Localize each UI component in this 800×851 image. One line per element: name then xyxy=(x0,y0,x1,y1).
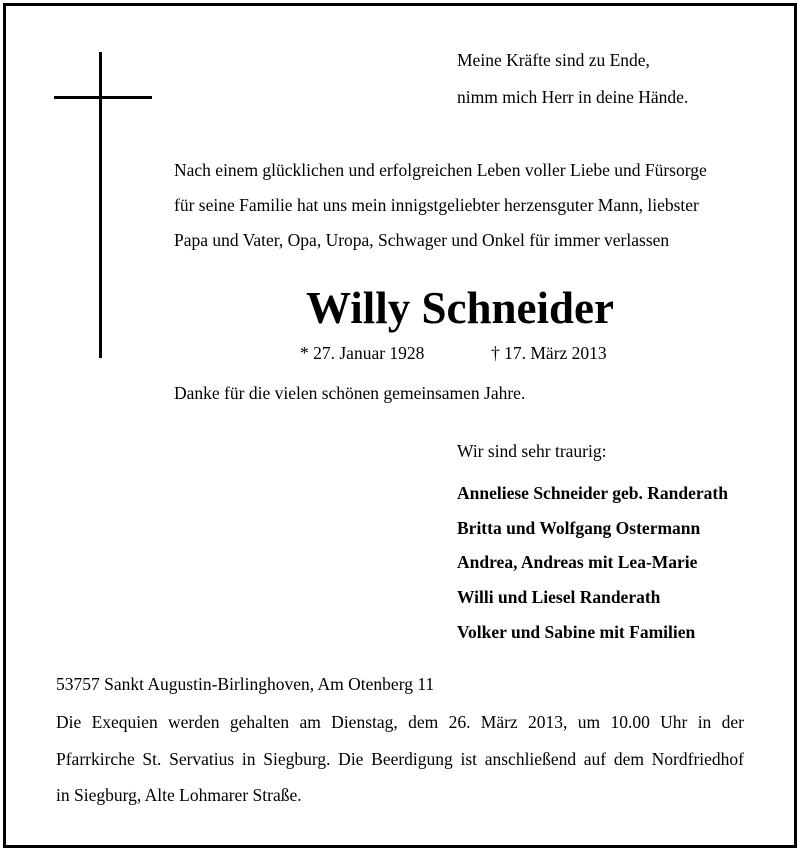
service-line-1: Die Exequien werden gehalten am Dienstag, dem 26. März 2013, um 10.00 Uhr in der xyxy=(56,712,744,732)
mourner-name: Andrea, Andreas mit Lea-Marie xyxy=(457,552,698,572)
intro-line-2: für seine Familie hat uns mein innigstgeliebter herzensguter Mann, liebster xyxy=(174,195,699,215)
birth-date: * 27. Januar 1928 xyxy=(300,343,425,363)
thanks-text: Danke für die vielen schönen gemeinsamen Jahre. xyxy=(174,383,526,403)
service-line-2: Pfarrkirche St. Servatius in Siegburg. Die Beerdigung ist anschließend auf dem Nordfriedhof xyxy=(56,749,744,769)
deceased-name: Willy Schneider xyxy=(306,283,614,333)
motto-line-2: nimm mich Herr in deine Hände. xyxy=(457,87,689,107)
mourner-name: Volker und Sabine mit Familien xyxy=(457,622,696,642)
motto-line-1: Meine Kräfte sind zu Ende, xyxy=(457,50,650,70)
mourner-name: Anneliese Schneider geb. Randerath xyxy=(457,483,728,503)
cross-icon-bar xyxy=(54,96,152,99)
mourner-name: Willi und Liesel Randerath xyxy=(457,587,661,607)
intro-line-1: Nach einem glücklichen und erfolgreichen Leben voller Liebe und Fürsorge xyxy=(174,160,707,180)
mourners-heading: Wir sind sehr traurig: xyxy=(457,441,607,461)
death-date: † 17. März 2013 xyxy=(491,343,607,363)
service-line-3: in Siegburg, Alte Lohmarer Straße. xyxy=(56,785,302,805)
address: 53757 Sankt Augustin-Birlinghoven, Am Otenberg 11 xyxy=(56,674,435,694)
mourner-name: Britta und Wolfgang Ostermann xyxy=(457,518,701,538)
intro-line-3: Papa und Vater, Opa, Uropa, Schwager und Onkel für immer verlassen xyxy=(174,230,670,250)
